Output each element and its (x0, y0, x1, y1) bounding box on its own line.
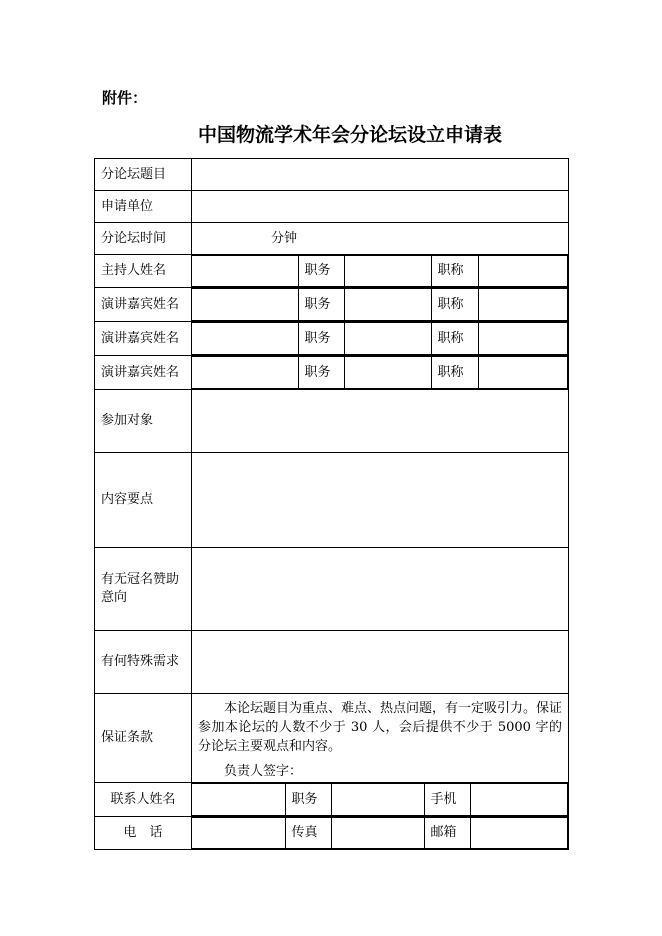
label-fax: 传真 (285, 818, 331, 849)
field-phone[interactable] (192, 818, 285, 849)
label-email: 邮箱 (424, 818, 470, 849)
label-speaker-2-rank: 职称 (431, 323, 478, 355)
field-speaker-2-rank[interactable] (478, 323, 568, 355)
label-mobile: 手机 (424, 784, 470, 816)
row-topic (95, 159, 569, 191)
row-special (95, 631, 569, 694)
label-speaker-1-position: 职务 (298, 289, 344, 321)
time-unit: 分钟 (271, 230, 298, 246)
label-speaker-3-rank: 职称 (431, 357, 478, 389)
field-host-rank[interactable] (478, 256, 568, 287)
label-speaker-2-position: 职务 (298, 323, 344, 355)
guarantee-text: 本论坛题目为重点、难点、热点问题，有一定吸引力。保证参加本论坛的人数不少于 30 人，会后提供不少于 5000 字的分论坛主要观点和内容。 (198, 701, 563, 754)
label-speaker-1: 演讲嘉宾姓名 (95, 288, 192, 322)
row-phone (95, 817, 569, 850)
row-speaker-1 (95, 288, 569, 322)
label-audience: 参加对象 (95, 390, 192, 453)
label-host-rank: 职称 (431, 256, 478, 287)
label-guarantee: 保证条款 (95, 694, 192, 783)
label-speaker-1-rank: 职称 (431, 289, 478, 321)
field-contact-name[interactable] (192, 784, 285, 816)
field-contact-position[interactable] (331, 784, 424, 816)
field-host-name[interactable] (192, 256, 298, 287)
label-host-position: 职务 (298, 256, 344, 287)
field-email[interactable] (470, 818, 568, 849)
field-topic[interactable] (192, 159, 569, 191)
signature-label: 负责人签字： (224, 764, 303, 779)
row-audience (95, 390, 569, 453)
label-sponsor: 有无冠名赞助意向 (95, 548, 192, 631)
label-phone: 电 话 (95, 817, 192, 850)
label-contact-position: 职务 (285, 784, 331, 816)
field-speaker-3-name[interactable] (192, 357, 298, 389)
field-speaker-1-name[interactable] (192, 289, 298, 321)
form-title: 中国物流学术年会分论坛设立申请表 (197, 124, 502, 146)
field-speaker-2-position[interactable] (344, 323, 431, 355)
field-speaker-3-rank[interactable] (478, 357, 568, 389)
field-speaker-2-name[interactable] (192, 323, 298, 355)
label-topic: 分论坛题目 (95, 159, 192, 191)
application-form-table (94, 158, 569, 850)
row-content (95, 453, 569, 548)
guarantee-clause (192, 694, 569, 783)
label-applicant: 申请单位 (95, 191, 192, 223)
field-host-position[interactable] (344, 256, 431, 287)
field-sponsor[interactable] (192, 548, 569, 631)
field-speaker-3-position[interactable] (344, 357, 431, 389)
label-special: 有何特殊需求 (95, 631, 192, 694)
row-time (95, 223, 569, 255)
field-audience[interactable] (192, 390, 569, 453)
row-speaker-3 (95, 356, 569, 390)
attachment-label: 附件： (102, 89, 148, 107)
row-sponsor (95, 548, 569, 631)
label-speaker-3: 演讲嘉宾姓名 (95, 356, 192, 390)
label-speaker-2: 演讲嘉宾姓名 (95, 322, 192, 356)
field-mobile[interactable] (470, 784, 568, 816)
field-time[interactable] (192, 223, 569, 255)
label-time: 分论坛时间 (95, 223, 192, 255)
label-host: 主持人姓名 (95, 255, 192, 288)
row-applicant (95, 191, 569, 223)
field-speaker-1-rank[interactable] (478, 289, 568, 321)
row-host (95, 255, 569, 288)
row-speaker-2 (95, 322, 569, 356)
field-special[interactable] (192, 631, 569, 694)
row-guarantee (95, 694, 569, 783)
field-applicant[interactable] (192, 191, 569, 223)
field-fax[interactable] (331, 818, 424, 849)
field-speaker-1-position[interactable] (344, 289, 431, 321)
row-contact (95, 783, 569, 817)
label-speaker-3-position: 职务 (298, 357, 344, 389)
label-content: 内容要点 (95, 453, 192, 548)
field-content[interactable] (192, 453, 569, 548)
label-contact: 联系人姓名 (95, 783, 192, 817)
